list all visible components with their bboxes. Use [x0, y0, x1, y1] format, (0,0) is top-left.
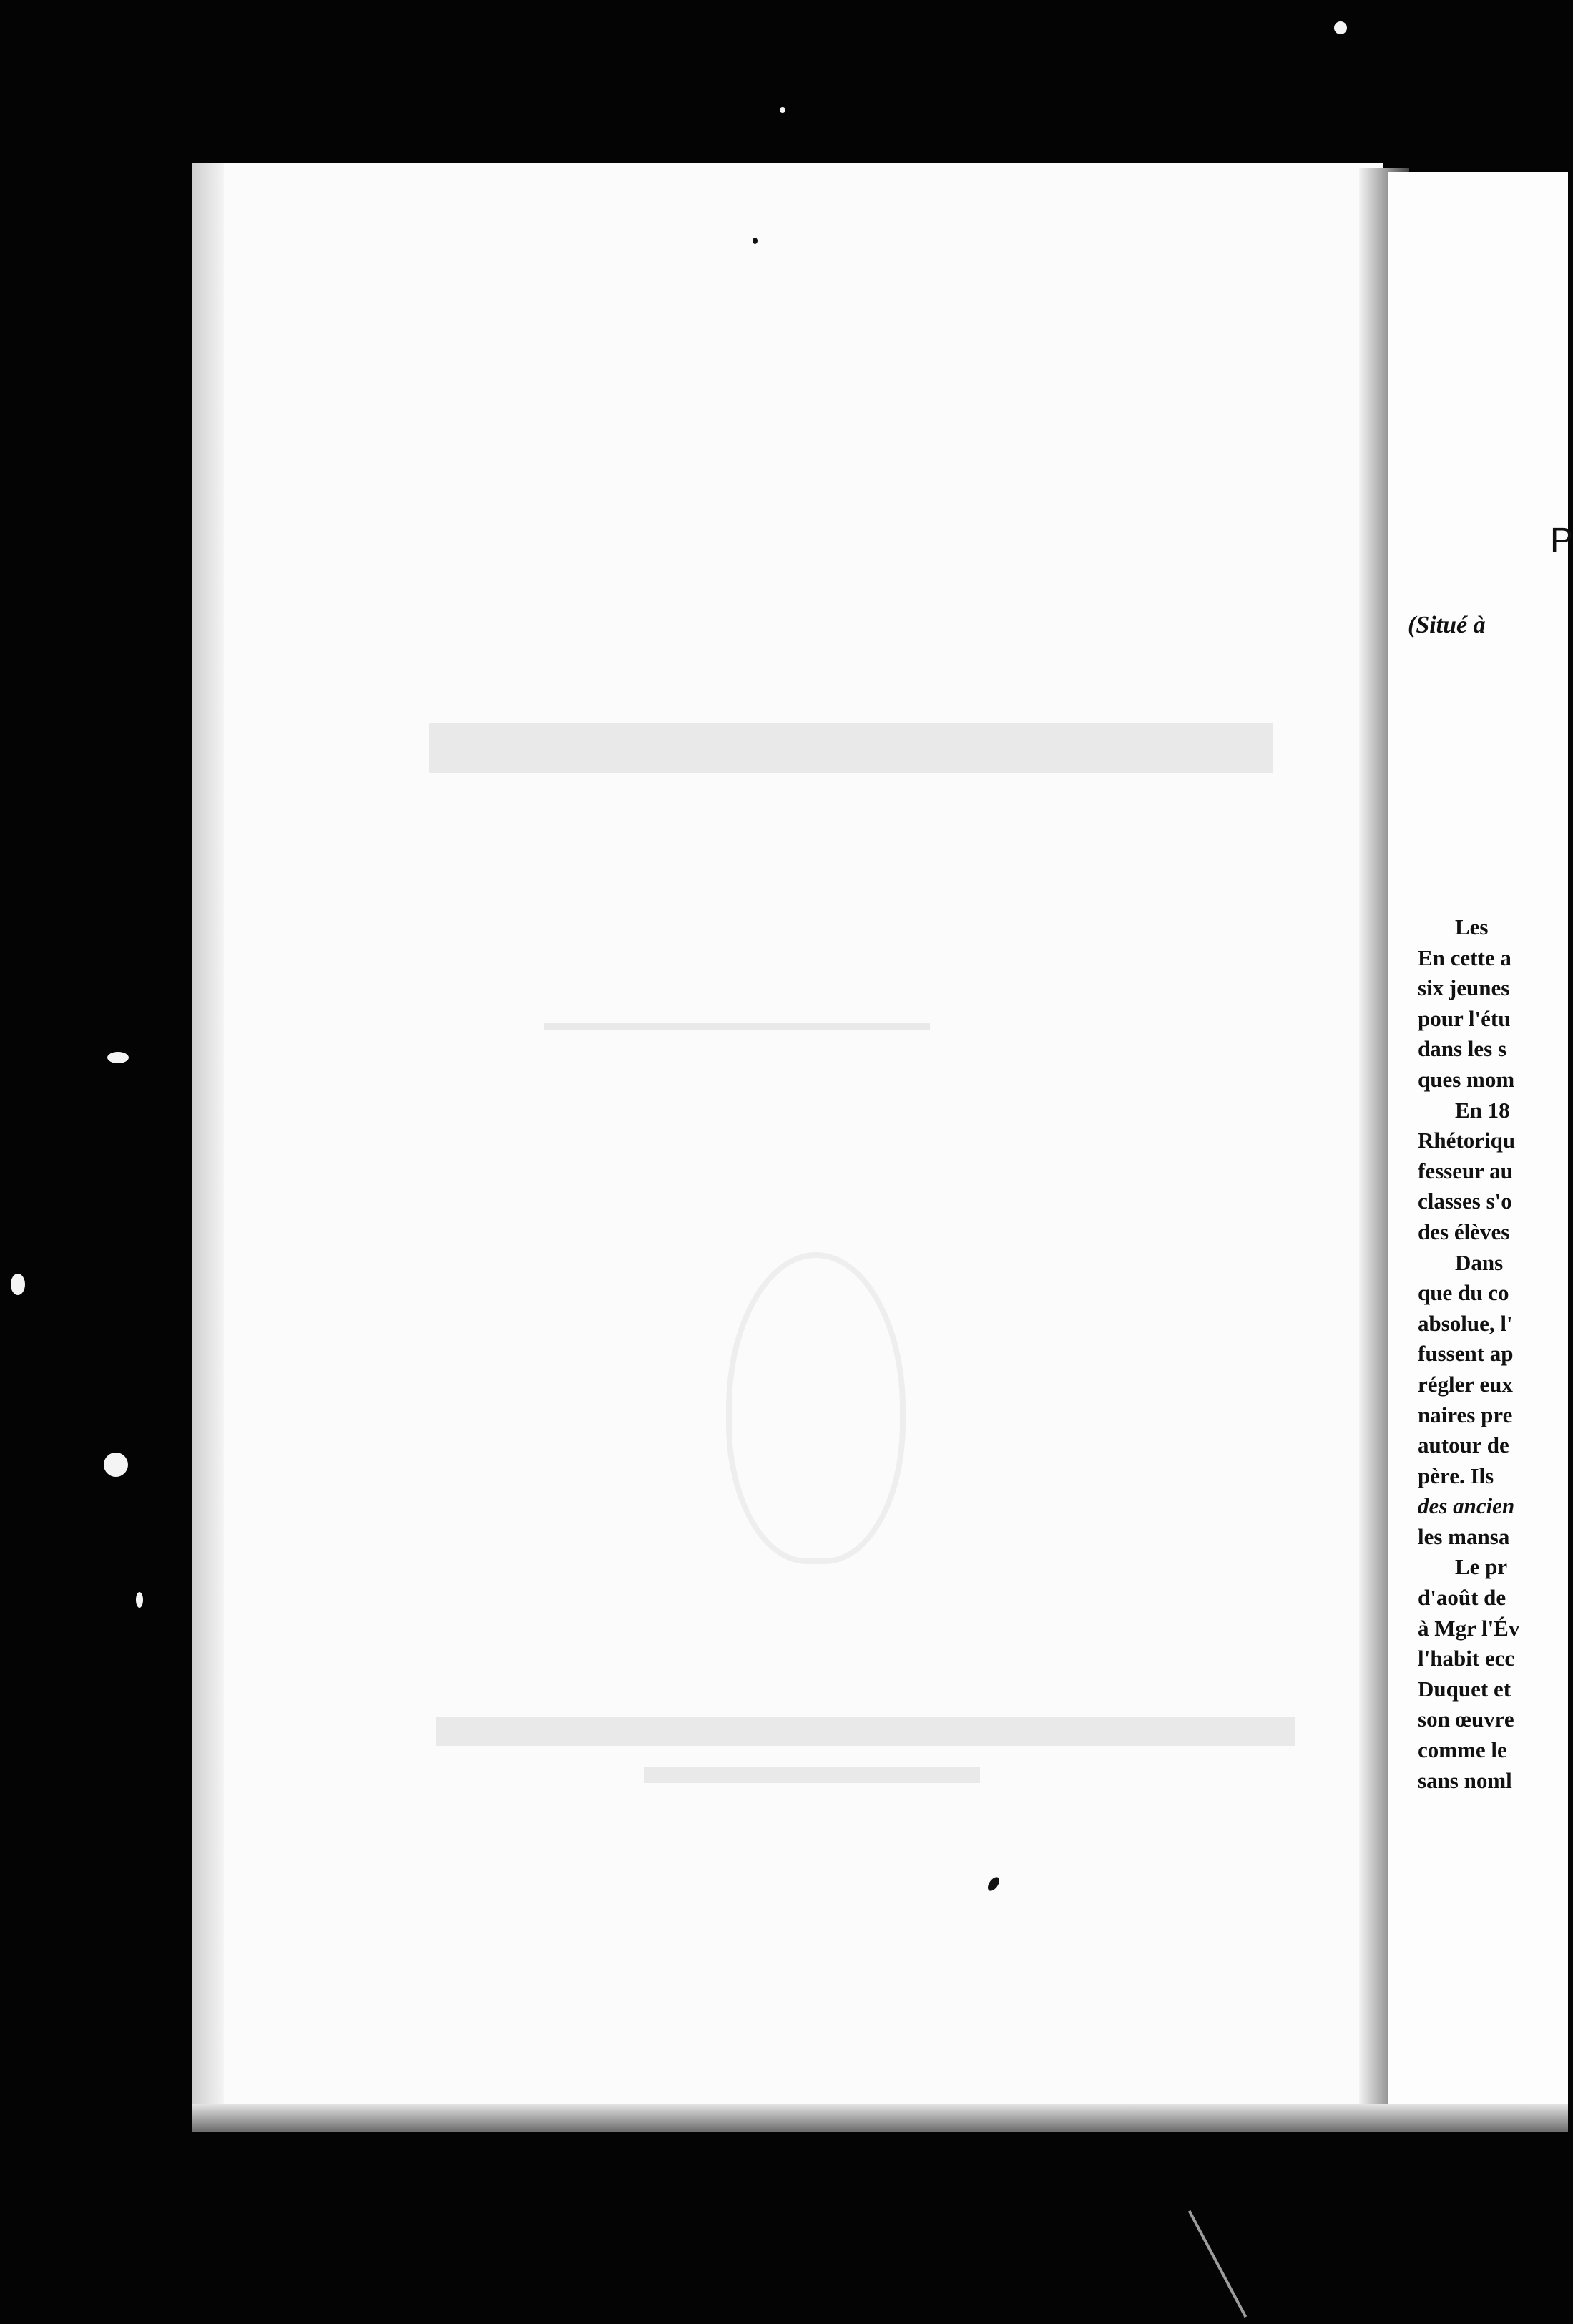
scan-speck [136, 1592, 143, 1608]
bleed-through-imprint-2 [644, 1767, 980, 1783]
body-line: absolue, l' [1418, 1310, 1513, 1336]
body-line: six jeunes [1418, 975, 1510, 1001]
left-page-edge [192, 163, 224, 2120]
body-line: que du co [1418, 1280, 1509, 1306]
bleed-through-emblem [726, 1252, 906, 1564]
page-bottom-edge [192, 2104, 1568, 2132]
body-line: les mansa [1418, 1523, 1510, 1549]
bleed-through-imprint [436, 1717, 1295, 1746]
body-line: régler eux [1418, 1371, 1513, 1397]
body-line: Duquet et [1418, 1676, 1511, 1702]
body-line: En cette a [1418, 944, 1511, 970]
body-line: d'août de [1418, 1585, 1506, 1611]
body-line: Rhétoriqu [1418, 1128, 1516, 1153]
bleed-through-rule [544, 1023, 930, 1030]
body-line: sans noml [1418, 1767, 1512, 1793]
body-line: dans les s [1418, 1036, 1507, 1062]
body-line: l'habit ecc [1418, 1646, 1515, 1671]
body-line: son œuvre [1418, 1707, 1514, 1732]
body-line: En 18 [1455, 1097, 1510, 1123]
body-line: naires pre [1418, 1402, 1513, 1427]
body-line: des ancien [1418, 1493, 1515, 1519]
scan-speck [104, 1452, 128, 1477]
body-line: père. Ils [1418, 1463, 1494, 1488]
scan-speck [107, 1052, 129, 1063]
right-page-body [1418, 912, 1519, 1796]
body-line: autour de [1418, 1432, 1509, 1458]
body-line: Dans [1455, 1249, 1504, 1275]
right-page-subtitle-fragment: (Situé à [1408, 612, 1486, 638]
body-line: pour l'étu [1418, 1005, 1511, 1031]
body-line: Les [1455, 914, 1489, 939]
body-line: à Mgr l'Év [1418, 1615, 1520, 1641]
body-line: ques mom [1418, 1066, 1515, 1092]
scan-speck [780, 107, 785, 113]
left-page-blank [192, 163, 1383, 2120]
scan-speck [11, 1274, 25, 1295]
body-line: des élèves [1418, 1219, 1510, 1244]
body-line: comme le [1418, 1737, 1507, 1763]
bleed-through-title [429, 723, 1273, 773]
body-line: fesseur au [1418, 1158, 1513, 1183]
body-line: Le pr [1455, 1554, 1508, 1580]
scan-speck [1334, 21, 1347, 34]
scan-speck [753, 238, 758, 244]
body-line: fussent ap [1418, 1341, 1514, 1367]
right-page-heading-fragment: P [1550, 522, 1573, 560]
body-line: classes s'o [1418, 1188, 1512, 1214]
